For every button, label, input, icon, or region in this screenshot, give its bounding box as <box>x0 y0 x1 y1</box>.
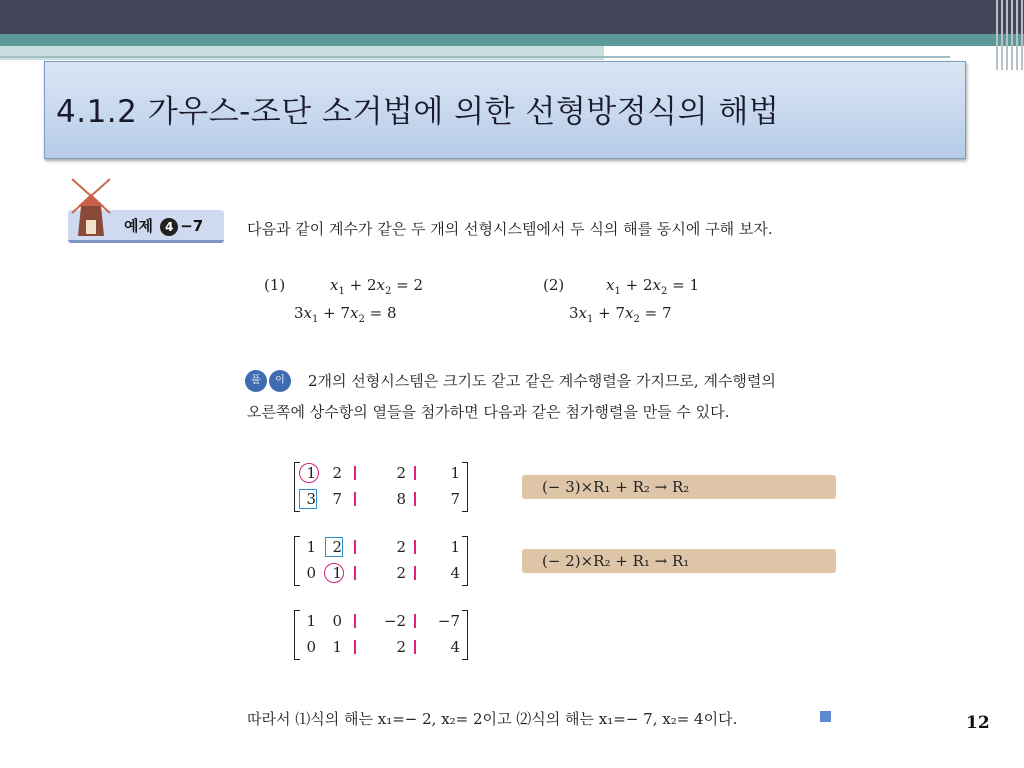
matrix-cell: 0 <box>306 638 316 656</box>
slide-title: 4.1.2 가우스-조단 소거법에 의한 선형방정식의 해법 <box>56 94 780 130</box>
matrix-cell: 1 <box>306 612 316 630</box>
row-operation-2 <box>522 549 836 573</box>
row-operation-1-text: (− 3)×R₁ + R₂ → R₂ <box>542 478 690 496</box>
system-2-eq2: $3x_1 + 7x_2 = 7$ <box>569 304 672 325</box>
windmill-icon <box>66 176 116 236</box>
augmented-matrix-3 <box>294 610 474 662</box>
system-2-tag: (2) <box>543 276 565 294</box>
matrix-cell: 1 <box>332 564 342 582</box>
matrix-cell: 4 <box>450 564 460 582</box>
row-operation-2-text: (− 2)×R₂ + R₁ → R₁ <box>542 552 690 570</box>
chapter-number-badge: 4 <box>160 218 178 236</box>
matrix-cell: 7 <box>332 490 342 508</box>
matrix-cell: 2 <box>396 464 406 482</box>
matrix-cell: 8 <box>396 490 406 508</box>
matrix-cell: 2 <box>332 538 342 556</box>
system-2-eq1: $x_1 + 2x_2 = 1$ <box>606 276 699 297</box>
pivot-circle <box>324 563 344 583</box>
system-1-eq1: $x_1 + 2x_2 = 2$ <box>330 276 423 297</box>
solution-line-2: 오른쪽에 상수항의 열들을 첨가하면 다음과 같은 첨가행렬을 만들 수 있다. <box>247 403 730 421</box>
row-operation-1 <box>522 475 836 499</box>
augmented-matrix-1 <box>294 462 474 514</box>
conclusion-text: 따라서 ⑴식의 해는 x₁=− 2, x₂= 2이고 ⑵식의 해는 x₁=− 7, x₂= 4이다. <box>247 710 738 728</box>
system-1-eq2: $3x_1 + 7x_2 = 8$ <box>294 304 397 325</box>
example-prompt: 다음과 같이 계수가 같은 두 개의 선형시스템에서 두 식의 해를 동시에 구해 보자. <box>247 220 773 238</box>
solution-line-1: 2개의 선형시스템은 크기도 같고 같은 계수행렬을 가지므로, 계수행렬의 <box>308 372 776 390</box>
example-label-prefix: 예제 <box>124 217 153 235</box>
header-divider <box>0 56 950 58</box>
header-accent-bar <box>0 34 1024 46</box>
matrix-cell: 0 <box>306 564 316 582</box>
eliminate-square <box>325 537 343 557</box>
eliminate-square <box>299 489 317 509</box>
header-bar <box>0 0 1024 34</box>
pivot-circle <box>299 463 319 483</box>
solution-badge-char-1: 풀 <box>245 370 267 392</box>
matrix-cell: 2 <box>396 538 406 556</box>
augmented-matrix-2 <box>294 536 474 588</box>
matrix-cell: −7 <box>437 612 460 630</box>
matrix-cell: 2 <box>332 464 342 482</box>
matrix-cell: 1 <box>306 538 316 556</box>
matrix-cell: 4 <box>450 638 460 656</box>
solution-badge-char-2: 이 <box>269 370 291 392</box>
matrix-cell: 2 <box>396 564 406 582</box>
matrix-cell: −2 <box>383 612 406 630</box>
matrix-cell: 3 <box>306 490 316 508</box>
matrix-cell: 1 <box>332 638 342 656</box>
example-label <box>124 215 203 236</box>
matrix-cell: 2 <box>396 638 406 656</box>
example-label-suffix: −7 <box>180 217 204 235</box>
matrix-cell: 7 <box>450 490 460 508</box>
matrix-cell: 1 <box>450 464 460 482</box>
solution-badge <box>245 368 293 390</box>
matrix-cell: 0 <box>332 612 342 630</box>
matrix-cell: 1 <box>306 464 316 482</box>
page-number: 12 <box>966 713 990 733</box>
header-stripes <box>994 0 1024 70</box>
end-mark-icon <box>820 711 831 722</box>
system-1-tag: (1) <box>264 276 286 294</box>
matrix-cell: 1 <box>450 538 460 556</box>
